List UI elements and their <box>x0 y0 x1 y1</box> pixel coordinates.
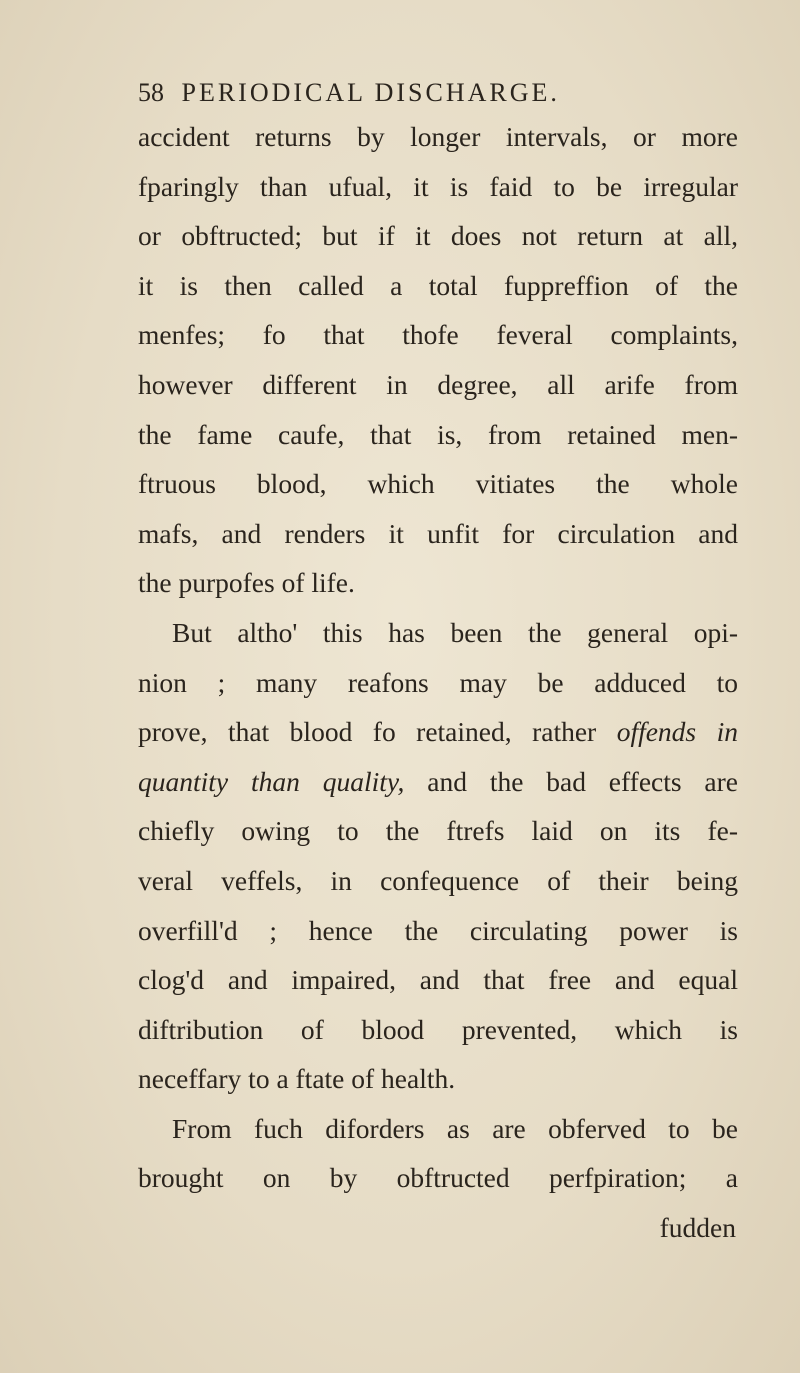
running-title: PERIODICAL DISCHARGE. <box>181 78 560 107</box>
text-line <box>138 757 738 807</box>
text-line: nion ; many reafons may be adduced to <box>138 666 738 698</box>
text-line: however different in degree, all arife from <box>138 368 738 400</box>
text-line: it is then called a total fuppreffion of the <box>138 269 738 301</box>
text-line: mafs, and renders it unfit for circulation and <box>138 517 738 549</box>
text-line: menfes; fo that thofe feveral complaints, <box>138 319 738 351</box>
italic-text: quantity than quality, <box>138 765 405 797</box>
text-line: overfill'd ; hence the circulating power is <box>138 914 738 946</box>
body-text <box>138 112 738 1253</box>
text-line: or obftructed; but if it does not return at all, <box>138 220 738 252</box>
text-line: accident returns by longer intervals, or more <box>138 121 738 152</box>
running-header <box>138 78 560 108</box>
text-line: diftribution of blood prevented, which is <box>138 1013 738 1045</box>
text-line <box>138 707 738 757</box>
paragraph-last-line: the purpofes of life. <box>138 567 355 599</box>
text-line: ftruous blood, which vitiates the whole <box>138 468 738 500</box>
paragraph-first-line: But altho' this has been the general opi- <box>172 616 738 648</box>
text-line: clog'd and impaired, and that free and equal <box>138 964 738 996</box>
catchword: fudden <box>659 1212 736 1244</box>
paragraph-first-line: From fuch diforders as are obferved to be <box>172 1112 738 1144</box>
text-line: veral veffels, in confequence of their being <box>138 864 738 896</box>
italic-text: offends in <box>616 716 738 748</box>
text-line: the fame caufe, that is, from retained men- <box>138 418 738 450</box>
text-line: fparingly than ufual, it is faid to be irregular <box>138 170 738 202</box>
paragraph-last-line: neceffary to a ftate of health. <box>138 1063 456 1095</box>
page-number: 58 <box>138 78 164 107</box>
text-line: brought on by obftructed perfpiration; a <box>138 1162 738 1194</box>
roman-text: and the bad effects are <box>404 765 738 797</box>
roman-text: prove, that blood fo retained, rather <box>138 716 617 748</box>
text-line: chiefly owing to the ftrefs laid on its fe- <box>138 815 738 847</box>
